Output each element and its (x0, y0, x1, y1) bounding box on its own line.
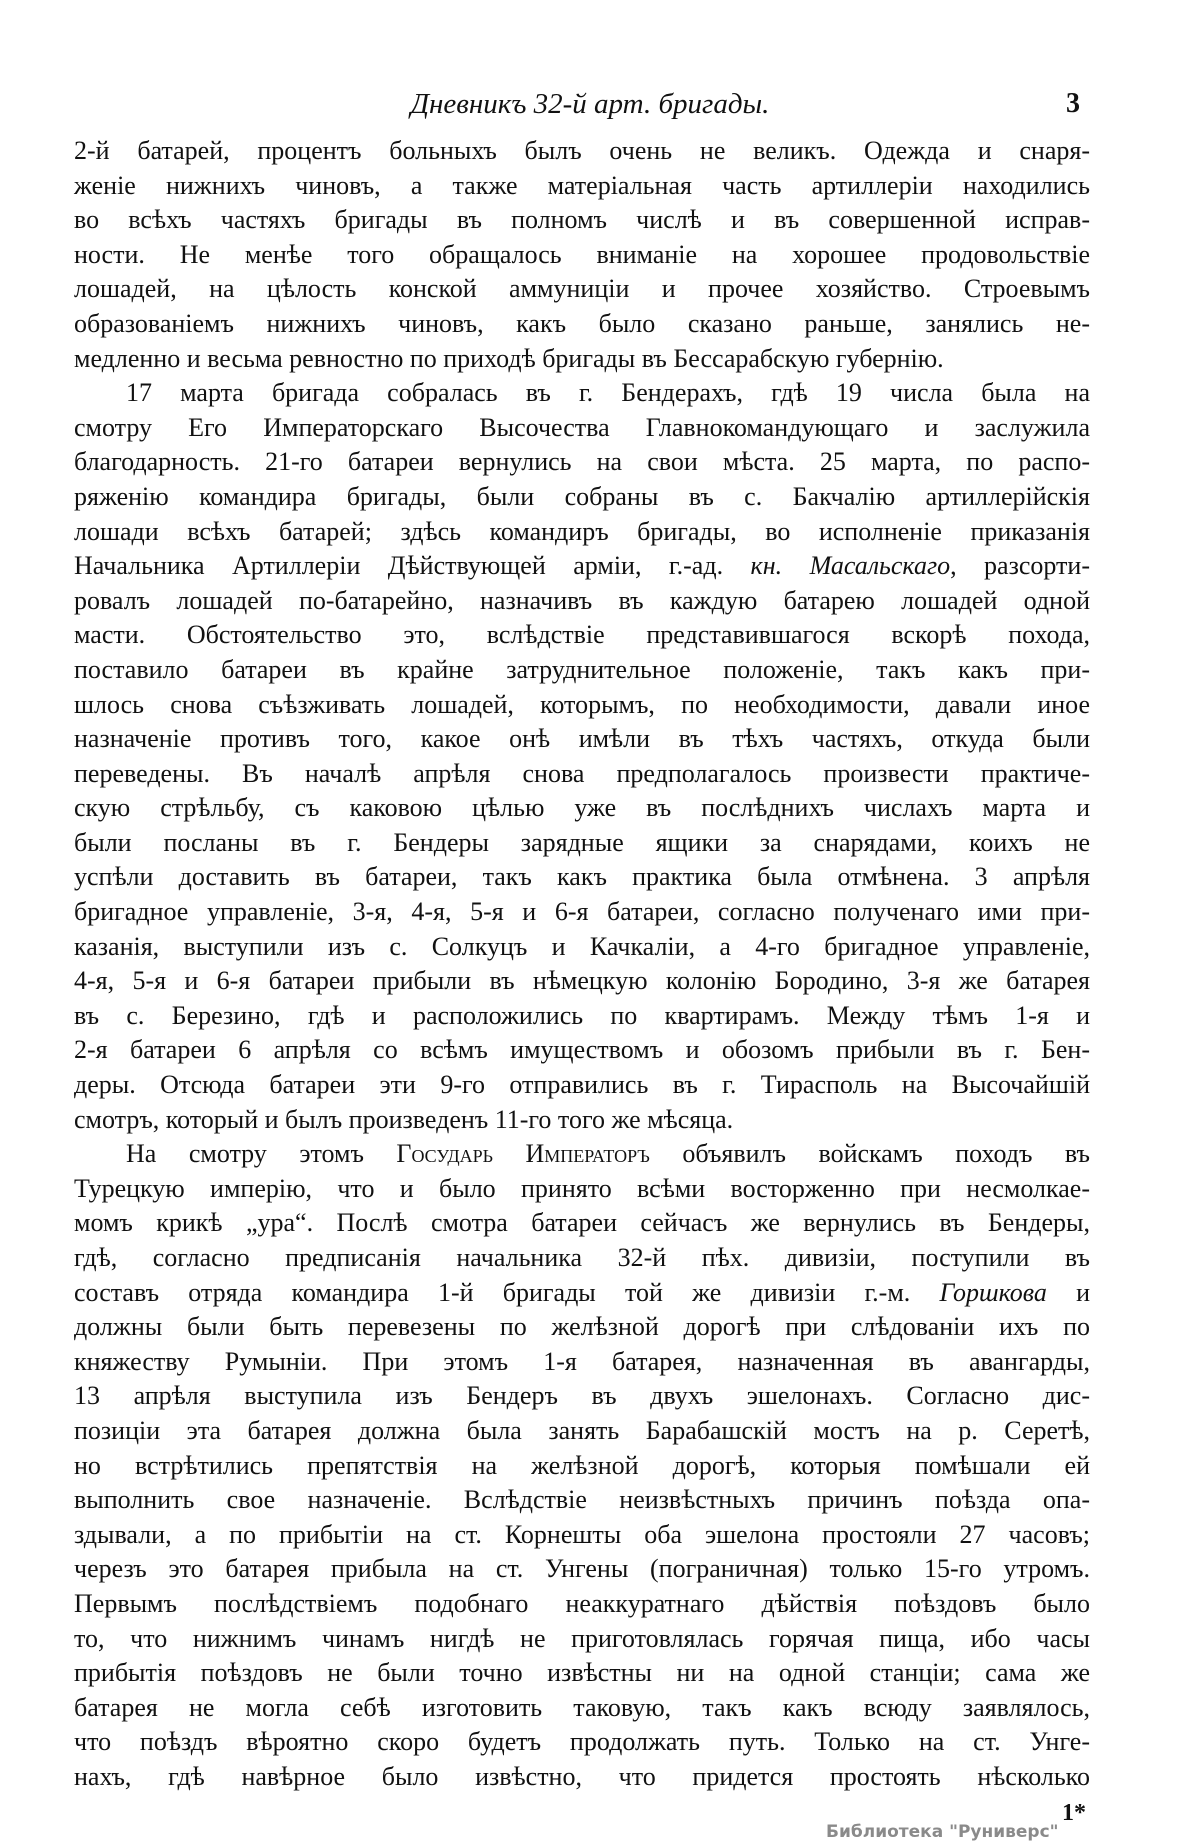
text-line: 4-я, 5-я и 6-я батареи прибыли въ нѣмецкую колонію Бородино, 3-я же батарея (74, 966, 1090, 996)
text-line: въ с. Березино, гдѣ и расположились по квартирамъ. Между тѣмъ 1-я и (74, 1000, 1090, 1030)
text-segment: объявилъ войскамъ походъ въ (649, 1139, 1090, 1169)
text-segment: и (1046, 1277, 1090, 1307)
text-line: успѣли доставить въ батареи, такъ какъ практика была отмѣнена. 3 апрѣля (74, 862, 1090, 892)
text-line: переведены. Въ началѣ апрѣля снова предполагалось произвести практиче- (74, 758, 1090, 788)
text-line: батарея не могла себѣ изготовить таковую, такъ какъ всюду заявлялось, (74, 1692, 1090, 1722)
text-line: здывали, а по прибытіи на ст. Корнешты оба эшелона простояли 27 часовъ; (74, 1519, 1090, 1549)
italic-name: Горшкова (939, 1277, 1047, 1307)
text-line: женіе нижнихъ чиновъ, а также матеріальная часть артиллеріи находились (74, 170, 1090, 200)
text-line: то, что нижнимъ чинамъ нигдѣ не приготовлялась горячая пища, ибо часы (74, 1623, 1090, 1653)
text-line: гдѣ, согласно предписанія начальника 32-й пѣх. дивизіи, поступили въ (74, 1243, 1090, 1272)
text-line: назначеніе противъ того, какое онѣ имѣли въ тѣхъ частяхъ, откуда были (74, 724, 1090, 754)
text-line: позиціи эта батарея должна была занять Барабашскій мостъ на р. Серетѣ, (74, 1415, 1090, 1445)
text-line (74, 1137, 1090, 1172)
text-line: ности. Не менѣе того обращалось вниманіе на хорошее продовольствіе (74, 239, 1090, 269)
text-line: прибытія поѣздовъ не были точно извѣстны ни на одной станціи; сама же (74, 1658, 1090, 1688)
text-line: Первымъ послѣдствіемъ подобнаго неаккуратнаго дѣйствія поѣздовъ было (74, 1588, 1090, 1618)
text-line: нахъ, гдѣ навѣрное было извѣстно, что придется простоять нѣсколько (74, 1761, 1090, 1791)
text-line: бригадное управленіе, 3-я, 4-я, 5-я и 6-я батареи, согласно полученаго ими при- (74, 897, 1090, 927)
paragraph (74, 1137, 1090, 1794)
text-line: образованіемъ нижнихъ чиновъ, какъ было сказано раньше, занялись не- (74, 308, 1090, 338)
page-number: 3 (1066, 88, 1080, 119)
text-line: во всѣхъ частяхъ бригады въ полномъ числѣ и въ совершенной исправ- (74, 205, 1090, 235)
text-line: казанія, выступили изъ с. Солкуцъ и Качкаліи, а 4-го бригадное управленіе, (74, 931, 1090, 961)
text-line: были посланы въ г. Бендеры зарядные ящики за снарядами, коихъ не (74, 827, 1090, 857)
text-line: княжеству Румыніи. При этомъ 1-я батарея, назначенная въ авангарды, (74, 1346, 1090, 1376)
text-line: смотръ, который и былъ произведенъ 11-го того же мѣсяца. (74, 1104, 734, 1134)
text-line: благодарность. 21-го батареи вернулись на свои мѣста. 25 марта, по распо- (74, 447, 1090, 477)
text-line: но встрѣтились препятствія на желѣзной дорогѣ, которыя помѣшали ей (74, 1450, 1090, 1480)
running-title: Дневникъ 32-й арт. бригады. (410, 88, 770, 120)
text-line: скую стрѣльбу, съ каковою цѣлью уже въ послѣднихъ числахъ марта и (74, 793, 1090, 823)
text-line: 2-й батарей, процентъ больныхъ былъ очень не великъ. Одежда и снаря- (74, 136, 1090, 165)
text-line: 13 апрѣля выступила изъ Бендеръ въ двухъ эшелонахъ. Согласно дис- (74, 1381, 1090, 1411)
text-line: черезъ это батарея прибыла на ст. Унгены (пограничная) только 15-го утромъ. (74, 1554, 1090, 1584)
library-watermark: Библиотека "Руниверс" (826, 1822, 1059, 1842)
signature-mark: 1* (1062, 1800, 1086, 1826)
text-segment: , разсорти- (950, 551, 1090, 581)
text-line: деры. Отсюда батареи эти 9-го отправились въ г. Тирасполь на Высочайшій (74, 1070, 1090, 1100)
body-text (74, 134, 1090, 1795)
text-line: ряженію командира бригады, были собраны въ с. Бакчалію артиллерійскія (74, 481, 1090, 511)
text-line: поставило батареи въ крайне затруднительное положеніе, такъ какъ при- (74, 654, 1090, 684)
text-line: лошадей, на цѣлость конской аммуниціи и прочее хозяйство. Строевымъ (74, 274, 1090, 304)
text-segment: составъ отряда командира 1-й бригады той же дивизіи г.-м. (74, 1277, 940, 1307)
text-line: 2-я батареи 6 апрѣля со всѣмъ имуществомъ и обозомъ прибыли въ г. Бен- (74, 1035, 1090, 1065)
text-line: должны были быть перевезены по желѣзной дорогѣ при слѣдованіи ихъ по (74, 1312, 1090, 1342)
text-line: 17 марта бригада собралась въ г. Бендерахъ, гдѣ 19 числа была на (126, 378, 1090, 408)
text-segment: На смотру этомъ (126, 1139, 397, 1169)
text-line (74, 549, 1090, 584)
paragraph (74, 376, 1090, 1137)
text-line: момъ крикѣ „ура“. Послѣ смотра батареи сейчасъ же вернулись въ Бендеры, (74, 1208, 1090, 1238)
text-line: лошади всѣхъ батарей; здѣсь командиръ бригады, во исполненіе приказанія (74, 516, 1090, 546)
text-line (74, 1276, 1090, 1311)
text-line: масти. Обстоятельство это, вслѣдствіе представившагося вскорѣ похода, (74, 620, 1090, 650)
text-line: медленно и весьма ревностно по приходѣ бригады въ Бессарабскую губернію. (74, 343, 944, 373)
text-line: ровалъ лошадей по-батарейно, назначивъ въ каждую батарею лошадей одной (74, 585, 1090, 615)
text-line: что поѣздъ вѣроятно скоро будетъ продолжать путь. Только на ст. Унге- (74, 1727, 1090, 1757)
small-caps-text: Государь Императоръ (396, 1139, 650, 1169)
italic-name: кн. Масальскаго (750, 551, 951, 581)
text-segment: Начальника Артиллеріи Дѣйствующей арміи, г.-ад. (74, 551, 751, 581)
text-line: смотру Его Императорскаго Высочества Главнокомандующаго и заслужила (74, 412, 1090, 442)
text-line: Турецкую имперію, что и было принято всѣми восторженно при несмолкае- (74, 1173, 1090, 1203)
text-line: шлось снова съѣзживать лошадей, которымъ, по необходимости, давали иное (74, 689, 1090, 719)
text-line: выполнить свое назначеніе. Вслѣдствіе неизвѣстныхъ причинъ поѣзда опа- (74, 1485, 1090, 1515)
paragraph (74, 134, 1090, 376)
